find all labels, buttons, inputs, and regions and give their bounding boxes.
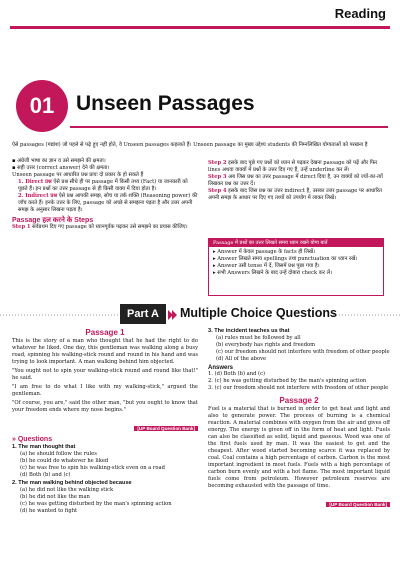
tip-item: ▸ Answer लिखते समय spellings तथा punctuation का ध्यान रखें। (213, 256, 358, 262)
question-1: 1. The man thought that (a) he should follow the rules (b) he could do whatever he liked (c) he was free to spin his walking-stick even on a road (d) Both (b) and (c) (12, 444, 165, 478)
passage-1-source: [UP Board Question Bank] (12, 415, 198, 434)
section-title: Reading (334, 6, 386, 21)
steps-heading: Passage हल करने के Steps (12, 217, 94, 224)
passage-2-title: Passage 2 (279, 396, 319, 405)
right-column-questions (208, 328, 390, 510)
passage-2-text: Fuel is a material that is burned in order to get heat and light and also to generate power. The process of burning is a chemical reaction. A material combines with oxygen from the air and gives off energy. The energy is given off in the form of heat and light. Fuels can also be classified as solid, liquid and gaseous. Wood was one of the first fuels used by man. It was the easiest to get and the cheapest. After wood started becoming scarce it was replaced by coal. Coal contains a high percentage of carbon. Carbon is the most important ingredient in most fuels. Fuels with a high percentage of carbon burn evenly and with a hot flame. The most important liquid fuels come from petroleum. However petroleum reserves are becoming exhausted with the passage of time. (208, 406, 390, 489)
direct-question-type: 1. Direct प्रश्न ऐसे प्रश्न सीधे ही पर passage में किसी तथ्य (Fact) या जानकारी को पूछते हैं। इन प्रश्नों का उत्तर passage से ही किसी वाक्य में दिया होता है। (18, 179, 188, 192)
tips-list (209, 247, 383, 279)
step-4: Step 4 इसके बाद जिस प्रश्न का उत्तर indirect है, उसका उत्तर passage पर आधारित अपनी समझ के आधार पर दिए गए तथ्यों को उपयोग में लाकर लिखें। (208, 188, 382, 201)
answers-heading: Answers (208, 365, 234, 371)
chapter-rule (70, 126, 388, 128)
passage-2-source: [UP Board Question Bank] (208, 491, 390, 510)
intro-paragraph: ऐसे passages (गद्यांश) जो पहले से पढ़े हुए नहीं होते, वे Unseen passages कहलाते हैं। Unseen passage का मुख्य उद्देश्य students की निम्नलिखित योग्यताओं को परखना है (12, 142, 368, 148)
passage-1-title: Passage 1 (85, 328, 125, 337)
questions-heading: » Questions (12, 436, 53, 443)
step-3: Step 3 अब जिस प्रश्न का उत्तर passage में direct दिया है, उन वाक्यों को ज्यों-का-त्यों लिखकर प्रश्न का उत्तर दें। (208, 174, 383, 187)
question-types-intro: Unseen passage पर आधारित प्रश्न प्रायः दो प्रकार के हो सकते हैं (12, 172, 144, 178)
steps-right-column (208, 160, 390, 202)
tips-box (208, 238, 384, 296)
tip-item: ▸ Answer उसी tense में दें, जिसमें प्रश्न पूछा गया है। (213, 263, 320, 269)
tip-item: ▸ सभी Answers लिखने के बाद उन्हें दोबारा check कर लें। (213, 270, 333, 276)
indirect-question-type: 2. Indirect प्रश्न ऐसे प्रश्न आपकी समझ, सोच या तर्क शक्ति (Reasoning power) की जाँच करते हैं। इनके उत्तर के लिए, passage को अच्छे से समझना पड़ता है और उत्तर अपनी समझ के अनुसार लिखना पड़ता है। (18, 193, 198, 213)
intro-bullet: ▪ अंग्रेजी भाषा का ज्ञान व उसे समझने की क्षमता। (12, 158, 106, 164)
tips-heading: Passage में प्रश्नों का उत्तर लिखते समय ध्यान रखने योग्य बातें (209, 239, 383, 247)
chapter-title: Unseen Passages (76, 92, 255, 115)
header-rule (10, 26, 390, 29)
intro-left-column (12, 158, 198, 231)
question-3: 3. The incident teaches us that (a) rules must be followed by all (b) everybody has rights and freedom (c) our freedom should not interfere with freedom of other people (d) All of the above (208, 328, 390, 362)
part-title: Multiple Choice Questions (180, 306, 337, 320)
chapter-number-badge: 01 (16, 80, 68, 132)
passage-1 (12, 328, 198, 515)
step-1: Step 1 सर्वप्रथम दिए गए passage को ध्यानपूर्वक पढ़कर उसे समझने का प्रयास कीजिए। (12, 224, 188, 230)
intro-bullet: ▪ सही उत्तर (correct answer) देने की क्षमता। (12, 165, 110, 171)
answers-list: 1. (d) Both (b) and (c) 2. (c) he was getting disturbed by the man's spinning action 3. (c) our freedom should not interfere with freedom of other people (208, 371, 389, 391)
step-2: Step 2 इसके बाद पूछे गए प्रश्नों को ध्यान से पढ़कर देखना passage को पढ़ें और फिर lines अथवा वाक्यों में प्रश्नों के उत्तर दिए गए हैं, उन्हें underline कर लें। (208, 160, 378, 173)
double-chevron-icon: » (12, 436, 16, 443)
passage-1-text: This is the story of a man who thought that he had the right to do whatever he liked. One day, this gentleman was walking along a busy road, spinning his walking-stick round and round in his hand and was trying to look important. A man walking behind him objected. "You ought not to spin your walking-stick round and round like that!" he said. "I am free to do what I like with my walking-stick," argued the gentleman. "Of course, you are," said the other man, "but you ought to know that your freedom ends where my nose begins." (12, 338, 198, 413)
question-2: 2. The man walking behind objected because (a) he did not like the walking stick (b) he did not like the man (c) he was getting disturbed by the man's spinning action (d) he wanted to fight (12, 480, 172, 514)
part-tag: Part A (120, 304, 166, 324)
tip-item: ▸ Answer में केवल passage के facts ही लिखें। (213, 249, 316, 255)
